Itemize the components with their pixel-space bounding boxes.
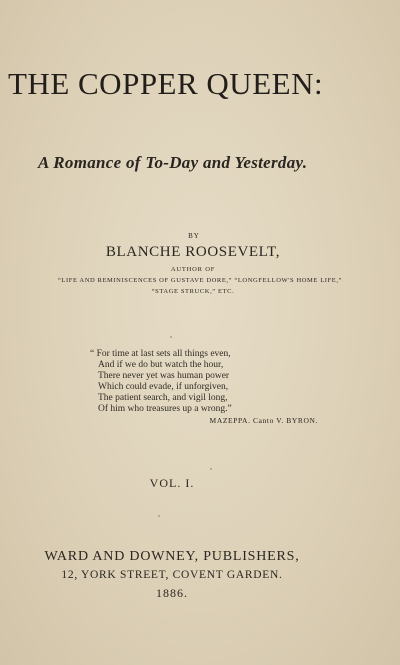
epigraph-line: And if we do but watch the hour,	[98, 360, 224, 370]
previous-works-line-1: “LIFE AND REMINISCENCES OF GUSTAVE DORE,” “LONGFELLOW'S HOME LIFE,”	[57, 277, 343, 284]
epigraph-line: Of him who treasures up a wrong.”	[98, 404, 232, 414]
publication-year: 1886.	[156, 586, 188, 600]
paper-speck	[210, 468, 212, 470]
epigraph-line: Which could evade, if unforgiven,	[98, 382, 229, 392]
publisher-name: WARD AND DOWNEY, PUBLISHERS,	[44, 549, 300, 564]
epigraph-attribution: MAZEPPA. Canto V. BYRON.	[209, 416, 318, 425]
by-line: BY	[188, 232, 200, 240]
book-title: THE COPPER QUEEN:	[8, 66, 324, 101]
volume-number: VOL. I.	[149, 476, 195, 490]
previous-works-line-2: “STAGE STRUCK,” ETC.	[151, 288, 235, 295]
paper-speck	[158, 515, 160, 517]
paper-speck	[170, 336, 172, 338]
book-subtitle: A Romance of To-Day and Yesterday.	[38, 153, 308, 172]
author-of-label: AUTHOR OF	[170, 266, 216, 273]
publisher-address: 12, YORK STREET, COVENT GARDEN.	[61, 569, 283, 581]
epigraph-line: “ For time at last sets all things even,	[90, 349, 231, 359]
author-name: BLANCHE ROOSEVELT,	[105, 244, 281, 260]
epigraph	[90, 349, 330, 415]
epigraph-line: The patient search, and vigil long,	[98, 393, 228, 403]
epigraph-line: There never yet was human power	[98, 371, 230, 381]
